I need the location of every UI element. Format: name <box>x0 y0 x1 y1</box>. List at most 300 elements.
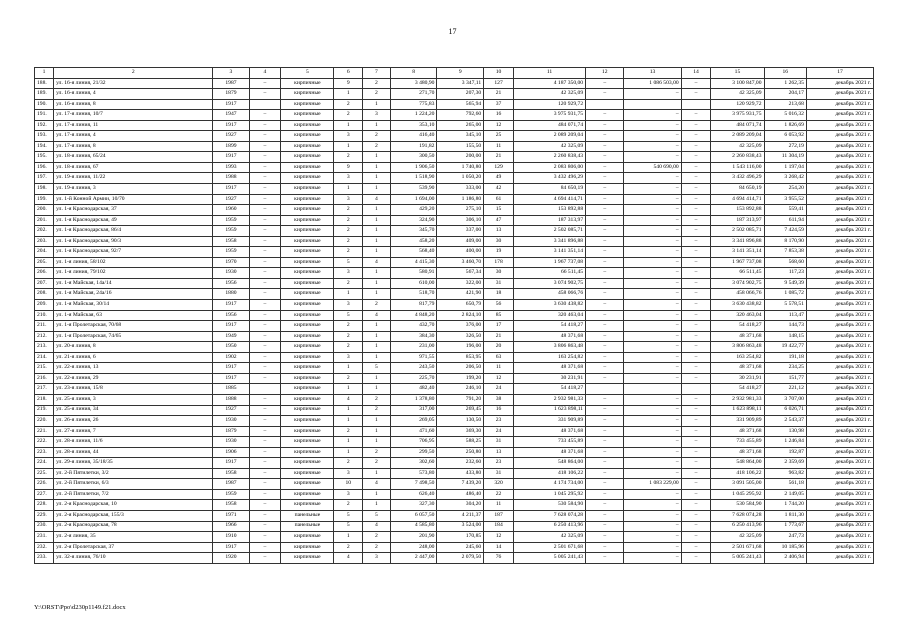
table-cell: 2 <box>334 458 363 469</box>
table-cell: – <box>624 173 681 184</box>
table-row <box>35 321 874 332</box>
table-cell: – <box>681 468 711 479</box>
table-cell: 1949 <box>213 331 249 342</box>
table-cell: 458 066,76 <box>711 289 764 300</box>
table-cell: 1917 <box>213 184 249 195</box>
table-row <box>35 532 874 543</box>
table-cell: 1885 <box>213 384 249 395</box>
table-cell: ул. 16-я линия, 4 <box>54 89 213 100</box>
table-cell: 269,05 <box>390 416 437 427</box>
table-cell: – <box>624 226 681 237</box>
table-cell: 1917 <box>213 363 249 374</box>
table-cell: – <box>586 120 624 131</box>
column-header: 13 <box>624 68 681 79</box>
table-cell: – <box>624 194 681 205</box>
table-cell: 218. <box>35 394 54 405</box>
table-cell: – <box>586 268 624 279</box>
table-cell: 1930 <box>213 437 249 448</box>
table-cell: – <box>249 152 281 163</box>
table-cell: 2 260 838,43 <box>513 152 585 163</box>
table-cell: 31 <box>484 437 514 448</box>
table-cell: 20 <box>484 342 514 353</box>
table-cell: – <box>586 437 624 448</box>
table-cell: 187 313,97 <box>513 215 585 226</box>
table-cell: – <box>586 510 624 521</box>
table-cell: 1 <box>363 468 391 479</box>
table-cell: 320 463,04 <box>711 310 764 321</box>
table-cell: 30 <box>484 268 514 279</box>
table-cell: кирпичные <box>281 468 334 479</box>
table-cell: ул. 2-й Пятилетки, 3/2 <box>54 468 213 479</box>
table-cell: 3 630 438,82 <box>513 300 585 311</box>
table-cell: – <box>624 532 681 543</box>
table-cell: – <box>624 437 681 448</box>
table-cell: – <box>624 321 681 332</box>
table-cell: 1956 <box>213 278 249 289</box>
table-cell: 1 543 116,00 <box>711 162 764 173</box>
table-cell: 47 <box>484 215 514 226</box>
table-cell: 4 <box>334 553 363 564</box>
table-row <box>35 447 874 458</box>
table-cell: – <box>586 363 624 374</box>
table-cell: 198. <box>35 184 54 195</box>
table-cell: 1 <box>363 268 391 279</box>
table-cell: – <box>586 321 624 332</box>
table-cell: 49 <box>484 173 514 184</box>
table-cell: – <box>249 363 281 374</box>
table-cell: – <box>681 215 711 226</box>
table-cell <box>249 99 281 110</box>
table-cell: – <box>249 373 281 384</box>
table-cell: – <box>681 500 711 511</box>
table-cell: – <box>624 215 681 226</box>
table-cell: 567,34 <box>437 268 484 279</box>
data-table <box>34 67 874 564</box>
table-cell: – <box>624 331 681 342</box>
table-cell: ул. 28-я линия, 44 <box>54 447 213 458</box>
table-cell: декабрь 2021 г. <box>806 184 873 195</box>
table-cell: кирпичные <box>281 226 334 237</box>
table-cell: 1917 <box>213 458 249 469</box>
table-cell: 19 422,77 <box>764 342 806 353</box>
table-cell: – <box>586 289 624 300</box>
table-cell: 3 630 438,82 <box>711 300 764 311</box>
table-cell: кирпичные <box>281 394 334 405</box>
table-cell: – <box>249 268 281 279</box>
column-header: 12 <box>586 68 624 79</box>
table-cell: ул. 2-я Краснодарская, 155/3 <box>54 510 213 521</box>
table-cell: декабрь 2021 г. <box>806 468 873 479</box>
table-cell: 275,10 <box>437 205 484 216</box>
table-cell: 299,50 <box>390 447 437 458</box>
table-cell: 14 <box>484 542 514 553</box>
table-row <box>35 194 874 205</box>
table-cell: – <box>249 141 281 152</box>
table-cell: 221,12 <box>764 384 806 395</box>
table-cell: ул. 1-я Краснодарская, 49 <box>54 215 213 226</box>
table-cell: 232,60 <box>437 458 484 469</box>
table-cell: ул. 19-я линия, 11/22 <box>54 173 213 184</box>
table-cell: – <box>624 542 681 553</box>
table-cell: – <box>624 373 681 384</box>
table-cell: 3 091 505,00 <box>711 479 764 490</box>
table-cell: – <box>249 300 281 311</box>
table-cell: 6 053,92 <box>764 131 806 142</box>
table-cell: – <box>681 394 711 405</box>
table-cell: 192,87 <box>764 447 806 458</box>
table-cell: – <box>249 405 281 416</box>
table-cell: – <box>681 226 711 237</box>
table-cell: ул. 16-я линия, 8 <box>54 99 213 110</box>
table-cell: декабрь 2021 г. <box>806 542 873 553</box>
table-cell: 1 <box>363 120 391 131</box>
table-cell: 326,50 <box>437 331 484 342</box>
table-cell: 1888 <box>213 394 249 405</box>
table-cell: 247,73 <box>764 532 806 543</box>
table-row <box>35 141 874 152</box>
table-cell: 1 <box>334 384 363 395</box>
table-cell: – <box>681 373 711 384</box>
table-cell: 1 378,80 <box>390 394 437 405</box>
table-cell: 200. <box>35 205 54 216</box>
table-cell: – <box>586 278 624 289</box>
table-cell: ул. 1-я Майская, 24а/16 <box>54 289 213 300</box>
table-cell: – <box>681 78 711 89</box>
table-cell: декабрь 2021 г. <box>806 553 873 564</box>
table-cell: – <box>681 489 711 500</box>
table-cell: – <box>586 205 624 216</box>
table-cell: ул. 20-я линия, 8 <box>54 342 213 353</box>
table-cell: декабрь 2021 г. <box>806 162 873 173</box>
table-cell: 1947 <box>213 110 249 121</box>
table-cell: – <box>681 416 711 427</box>
table-cell: 76 <box>484 553 514 564</box>
table-cell: 333,00 <box>437 184 484 195</box>
table-cell: ул. 23-я линия, 15/8 <box>54 384 213 395</box>
table-cell: 1 <box>363 416 391 427</box>
table-cell: 48 371,68 <box>711 426 764 437</box>
table-cell: кирпичные <box>281 131 334 142</box>
table-cell: – <box>586 152 624 163</box>
table-cell: 1917 <box>213 99 249 110</box>
table-cell: 1 744,20 <box>764 500 806 511</box>
table-cell: – <box>249 510 281 521</box>
table-cell: – <box>586 426 624 437</box>
column-header: 17 <box>806 68 873 79</box>
table-cell: – <box>681 437 711 448</box>
table-cell: 1 <box>334 405 363 416</box>
table-cell: – <box>586 131 624 142</box>
table-cell: – <box>624 205 681 216</box>
table-cell: 345,70 <box>390 226 437 237</box>
table-cell: 817,79 <box>390 300 437 311</box>
table-cell: – <box>681 162 711 173</box>
table-cell: 24 <box>484 384 514 395</box>
table-cell: – <box>624 184 681 195</box>
table-cell: 3 524,00 <box>437 521 484 532</box>
table-cell: декабрь 2021 г. <box>806 78 873 89</box>
table-cell: 25 <box>484 131 514 142</box>
table-cell: – <box>681 342 711 353</box>
table-cell: 2 824,10 <box>437 310 484 321</box>
table-cell: 2 <box>363 131 391 142</box>
table-cell: декабрь 2021 г. <box>806 152 873 163</box>
table-row <box>35 384 874 395</box>
table-cell: 2 <box>363 78 391 89</box>
table-cell: – <box>249 205 281 216</box>
table-cell: – <box>249 278 281 289</box>
table-cell: 21 <box>484 331 514 342</box>
table-cell: ул. 1-я Краснодарская, 37 <box>54 205 213 216</box>
table-cell: – <box>681 521 711 532</box>
table-body <box>35 68 874 564</box>
table-cell: 1927 <box>213 194 249 205</box>
table-cell: декабрь 2021 г. <box>806 289 873 300</box>
table-cell: декабрь 2021 г. <box>806 300 873 311</box>
table-cell: – <box>249 500 281 511</box>
table-cell: 63 <box>484 352 514 363</box>
table-cell: 775,83 <box>390 99 437 110</box>
table-cell: – <box>249 226 281 237</box>
table-cell: 1 811,30 <box>764 510 806 521</box>
table-cell: 1 <box>334 141 363 152</box>
table-cell: 1 <box>334 89 363 100</box>
table-cell: – <box>624 394 681 405</box>
table-cell: – <box>249 89 281 100</box>
table-cell: 229. <box>35 510 54 521</box>
table-cell: 2 501 671,68 <box>711 542 764 553</box>
table-cell: ул. 1-я Краснодарская, 90/3 <box>54 236 213 247</box>
table-row <box>35 300 874 311</box>
table-cell: 4 <box>363 479 391 490</box>
table-cell: – <box>624 236 681 247</box>
table-cell: – <box>249 289 281 300</box>
table-cell: декабрь 2021 г. <box>806 437 873 448</box>
table-cell: – <box>624 458 681 469</box>
table-cell: 170,85 <box>437 532 484 543</box>
table-cell: – <box>624 257 681 268</box>
table-cell: ул. 17-я линия, 4 <box>54 131 213 142</box>
table-cell: 1879 <box>213 89 249 100</box>
table-cell: 1960 <box>213 205 249 216</box>
table-cell: 48 371,68 <box>513 426 585 437</box>
table-cell: 13 <box>484 226 514 237</box>
table-cell: декабрь 2021 г. <box>806 331 873 342</box>
table-cell: 42 325,09 <box>513 141 585 152</box>
table-cell: 5 <box>334 521 363 532</box>
table-cell: 610,00 <box>390 278 437 289</box>
table-cell: ул. 1-я линия, 79/102 <box>54 268 213 279</box>
table-cell <box>624 99 681 110</box>
table-cell: 1 906,50 <box>390 162 437 173</box>
table-cell: 2 260 838,43 <box>711 152 764 163</box>
table-cell: 3 460,70 <box>437 257 484 268</box>
table-cell: 204,17 <box>764 89 806 100</box>
table-cell: 3 <box>334 352 363 363</box>
table-cell: 3 <box>334 131 363 142</box>
table-cell: кирпичные <box>281 542 334 553</box>
table-cell: 3 268,42 <box>764 173 806 184</box>
table-cell: декабрь 2021 г. <box>806 131 873 142</box>
table-cell: 3 955,52 <box>764 194 806 205</box>
table-cell: 5 <box>334 510 363 521</box>
table-cell: 2 089 209,04 <box>513 131 585 142</box>
table-cell <box>249 384 281 395</box>
table-cell: кирпичные <box>281 257 334 268</box>
table-cell: 225,70 <box>390 373 437 384</box>
table-cell: 421,90 <box>437 289 484 300</box>
table-cell: 2 <box>334 247 363 258</box>
table-cell: 2 <box>363 405 391 416</box>
table-cell: – <box>586 521 624 532</box>
table-row <box>35 257 874 268</box>
table-cell: 196,00 <box>437 342 484 353</box>
table-cell: 7 628 074,28 <box>513 510 585 521</box>
table-cell: 155,50 <box>437 141 484 152</box>
table-cell: 130,50 <box>437 416 484 427</box>
table-cell: 228. <box>35 500 54 511</box>
table-cell: кирпичные <box>281 300 334 311</box>
table-cell: 12 <box>484 373 514 384</box>
table-cell: 1 518,90 <box>390 173 437 184</box>
table-cell: – <box>249 342 281 353</box>
table-cell: декабрь 2021 г. <box>806 120 873 131</box>
table-cell: 400,00 <box>437 247 484 258</box>
table-cell: – <box>586 394 624 405</box>
table-cell: – <box>586 352 624 363</box>
table-cell: кирпичные <box>281 205 334 216</box>
table-cell: кирпичные <box>281 352 334 363</box>
table-cell: 2 <box>334 110 363 121</box>
table-cell: 10 <box>334 479 363 490</box>
table-cell: 42 <box>484 184 514 195</box>
table-cell: ул. 18-я линия, 67 <box>54 162 213 173</box>
table-cell: 2 083 806,00 <box>513 162 585 173</box>
table-cell: кирпичные <box>281 363 334 374</box>
table-cell: панельные <box>281 510 334 521</box>
table-cell: – <box>681 205 711 216</box>
table-cell: 327,30 <box>390 500 437 511</box>
table-cell: 1 <box>363 384 391 395</box>
table-cell: – <box>249 553 281 564</box>
table-cell: декабрь 2021 г. <box>806 416 873 427</box>
table-cell: 320 <box>484 479 514 490</box>
table-cell: 1 224,20 <box>390 110 437 121</box>
table-row <box>35 468 874 479</box>
table-cell: 486,40 <box>437 489 484 500</box>
table-cell: – <box>249 447 281 458</box>
table-cell: 5 005 241,43 <box>711 553 764 564</box>
table-cell: – <box>586 468 624 479</box>
table-cell: 3 <box>334 468 363 479</box>
table-cell: – <box>249 437 281 448</box>
table-row <box>35 426 874 437</box>
table-cell: – <box>586 331 624 342</box>
table-cell: декабрь 2021 г. <box>806 479 873 490</box>
table-cell: 3 <box>334 173 363 184</box>
table-cell: 1902 <box>213 352 249 363</box>
table-cell: 243,50 <box>390 363 437 374</box>
table-cell: – <box>249 78 281 89</box>
table-cell: 1927 <box>213 131 249 142</box>
table-row <box>35 120 874 131</box>
table-cell: 19 <box>484 247 514 258</box>
table-cell: 66 511,45 <box>513 268 585 279</box>
table-cell: – <box>624 426 681 437</box>
table-cell: 369,30 <box>437 426 484 437</box>
table-cell: 1970 <box>213 257 249 268</box>
table-cell: кирпичные <box>281 289 334 300</box>
table-cell: 1 <box>363 437 391 448</box>
table-cell: – <box>249 215 281 226</box>
table-cell: 22 <box>484 489 514 500</box>
table-cell: 2 <box>363 447 391 458</box>
table-cell: 2 <box>334 278 363 289</box>
table-cell: – <box>249 310 281 321</box>
table-cell: 1 <box>363 184 391 195</box>
table-cell: 2 089 209,04 <box>711 131 764 142</box>
table-cell: – <box>586 110 624 121</box>
table-cell: 611,94 <box>764 215 806 226</box>
table-cell: 222. <box>35 437 54 448</box>
column-header: 1 <box>35 68 54 79</box>
table-cell: 1966 <box>213 521 249 532</box>
table-cell: 1917 <box>213 373 249 384</box>
table-cell: 4 <box>363 310 391 321</box>
table-cell: 384,30 <box>390 331 437 342</box>
table-cell: 11 <box>484 141 514 152</box>
column-header: 16 <box>764 68 806 79</box>
table-cell: декабрь 2021 г. <box>806 510 873 521</box>
table-cell: 127 <box>484 78 514 89</box>
column-header: 3 <box>213 68 249 79</box>
table-cell: 31 <box>484 278 514 289</box>
table-cell: – <box>624 521 681 532</box>
table-row <box>35 458 874 469</box>
table-cell: 322,00 <box>437 278 484 289</box>
table-cell: кирпичные <box>281 247 334 258</box>
table-cell: 1 <box>363 226 391 237</box>
table-cell: 38 <box>484 394 514 405</box>
table-cell: ул. 1-я Краснодарская, 86/4 <box>54 226 213 237</box>
table-cell: декабрь 2021 г. <box>806 173 873 184</box>
table-cell: 1 <box>363 289 391 300</box>
table-cell: 1 083 229,00 <box>624 479 681 490</box>
table-cell: декабрь 2021 г. <box>806 321 873 332</box>
table-cell: 23 <box>484 416 514 427</box>
table-cell: – <box>681 236 711 247</box>
table-cell: 163 254,82 <box>513 352 585 363</box>
table-cell: 1 967 737,08 <box>711 257 764 268</box>
table-cell: 1 <box>363 489 391 500</box>
table-cell: 7 853,38 <box>764 247 806 258</box>
table-cell: 21 <box>484 152 514 163</box>
table-cell: 11 <box>484 500 514 511</box>
table-cell: 1920 <box>213 553 249 564</box>
table-cell: 2 <box>363 458 391 469</box>
table-cell: 3 <box>334 489 363 500</box>
table-cell: 1 085,72 <box>764 289 806 300</box>
table-cell: кирпичные <box>281 110 334 121</box>
table-cell: 3 806 863,48 <box>711 342 764 353</box>
table-cell: 324,90 <box>390 215 437 226</box>
table-cell: декабрь 2021 г. <box>806 373 873 384</box>
table-cell: 190. <box>35 99 54 110</box>
table-cell: 3 <box>334 194 363 205</box>
table-cell: декабрь 2021 г. <box>806 268 873 279</box>
table-cell: 11 304,19 <box>764 152 806 163</box>
table-row <box>35 405 874 416</box>
